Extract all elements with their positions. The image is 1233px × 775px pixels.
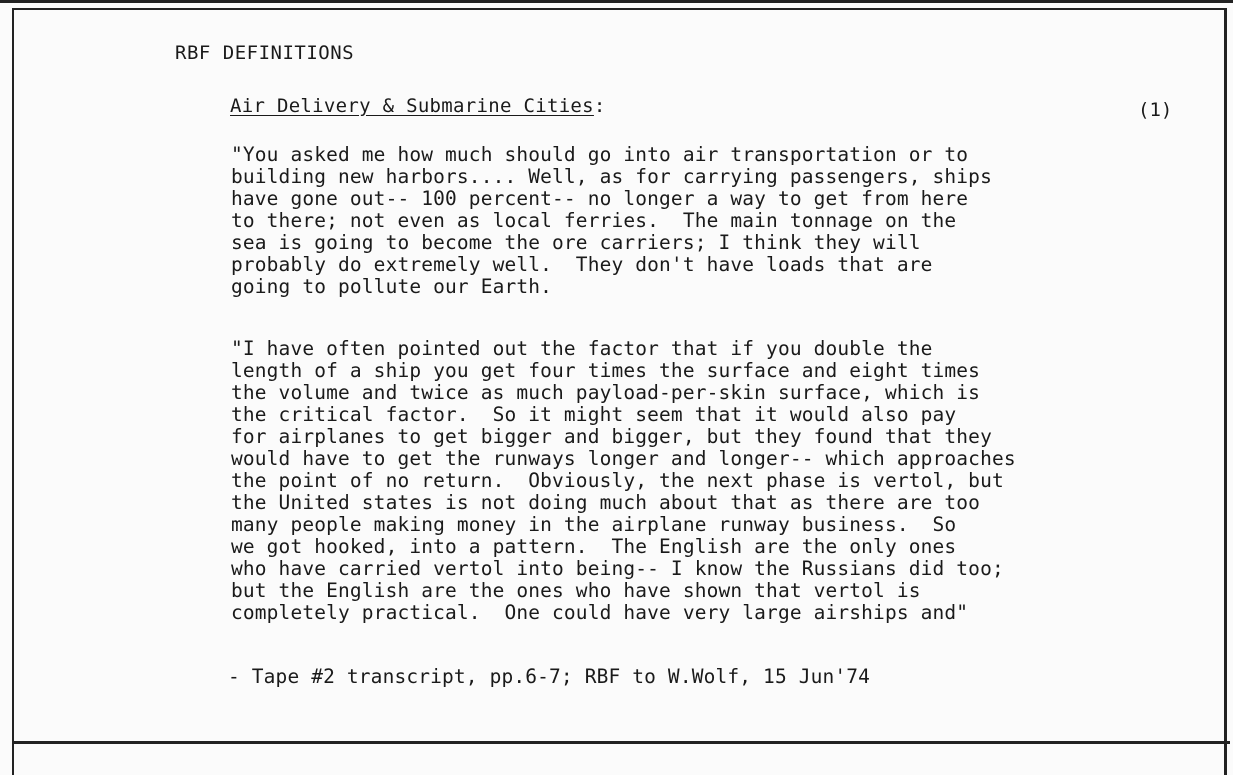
quote-paragraph-1: "You asked me how much should go into air transportation or to building new harbors.... Well, as for carrying passengers, ships have gone out-- 100 percent-- no longer a way to get from here to there; not even as local ferries. The main tonnage on the sea is going to become the ore carriers; I think they will probably do extremely well. They don't have loads that are going to pollute our Earth. <box>231 143 992 298</box>
page-number: (1) <box>1138 99 1173 121</box>
citation: - Tape #2 transcript, pp.6-7; RBF to W.Wolf, 15 Jun'74 <box>228 665 871 688</box>
entry-title <box>230 95 606 117</box>
document-heading: RBF DEFINITIONS <box>175 42 355 64</box>
card-bottom-border <box>12 741 1230 744</box>
entry-title-text: Air Delivery & Submarine Cities <box>230 95 594 117</box>
card-top-border <box>0 0 1233 3</box>
entry-title-colon: : <box>593 95 606 117</box>
quote-paragraph-2: "I have often pointed out the factor that if you double the length of a ship you get four times the surface and eight times the volume and twice as much payload-per-skin surface, which is the critical factor. So it might seem that it would also pay for airplanes to get bigger and bigger, but they found that they would have to get the runways longer and longer-- which approaches the point of no return. Obviously, the next phase is vertol, but the United states is not doing much about that as there are too many people making money in the airplane runway business. So we got hooked, into a pattern. The English are the only ones who have carried vertol into being-- I know the Russians did too; but the English are the ones who have shown that vertol is completely practical. One could have very large airships and" <box>231 337 1016 624</box>
